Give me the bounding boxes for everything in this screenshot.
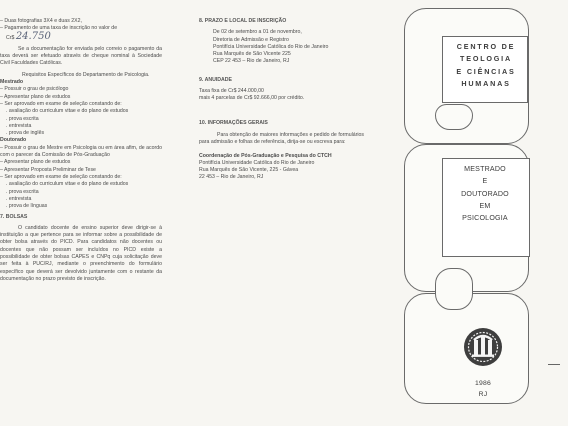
doutorado-heading: Doutorado [0, 137, 27, 144]
list-item: . prova de inglês [6, 130, 45, 137]
section-9-heading: 9. ANUIDADE [199, 76, 232, 83]
section-8-heading: 8. PRAZO E LOCAL DE INSCRIÇÃO [199, 18, 287, 24]
cover-city: RJ [478, 391, 488, 398]
address-line: CEP 22 453 – Rio de Janeiro, RJ [213, 58, 290, 65]
contact-line: Pontifícia Universidade Católica do Rio de Janeiro [199, 159, 315, 166]
center-name: CENTRO DE TEOLOGIA E CIÊNCIAS HUMANAS [456, 42, 516, 88]
list-item: – Ser aprovado em exame de seleção constando de: [0, 100, 122, 107]
list-item: . avaliação do curriculum vitae e do plano de estudos [6, 108, 129, 115]
payment-paragraph: Se a documentação for enviada pelo correio o pagamento da taxa deverá ser efetuado através de cheque nominal à Sociedade Civil Faculdades Católicas. [0, 45, 162, 67]
address-line: Diretoria de Admissão e Registro [213, 36, 289, 43]
list-item: – Apresentar plano de estudos [0, 159, 71, 166]
list-item: – Possuir o grau de Mestre em Psicologia ou em área afim, de acordo com o parecer da Comissão de Pós-Graduação [0, 144, 162, 159]
list-item: – Apresentar plano de estudos [0, 93, 71, 100]
puc-rio-emblem-icon [462, 326, 504, 368]
contact-heading: Coordenação de Pós-Graduação e Pesquisa do CTCH [199, 152, 332, 159]
section-10-heading: 10. INFORMAÇÕES GERAIS [199, 119, 268, 126]
contact-line: 22 453 – Rio de Janeiro, RJ [199, 174, 264, 181]
program-title: MESTRADO E DOUTORADO EM PSICOLOGIA [461, 165, 509, 223]
bolsas-paragraph: O candidato docente de ensino superior deve dirigir-se à instituição a que pertence para se informar sobre a possibilidade de obter bolsa através do PICD. Para candidatos não docentes ou docentes que não possam ser incluídos no PICD existe a possibilidade de obter bolsas CAPES e CNPq cuja solicitação deve ser feita à PUC/RJ, mediante o preenchimento do formulário específico que deverá ser devolvido juntamente com o restante da documentação no prazo previsto de inscrição. [0, 224, 162, 282]
list-item: . avaliação do curriculum vitae e do plano de estudos [6, 181, 129, 188]
info-paragraph: Para obtenção de maiores informações e pedido de formulários para admissão e folhas de referência, dirija-se ou escreva para: [199, 131, 364, 146]
fee-line: mais 4 parcelas de Cr$ 92.666,00 por crédito. [199, 95, 305, 102]
list-item: . entrevista [6, 122, 32, 129]
list-item: . entrevista [6, 195, 32, 202]
req-photos: – Duas fotografias 3X4 e duas 2X2, [0, 18, 82, 24]
cover-connector-top [435, 104, 473, 130]
list-item: . prova escrita [6, 115, 39, 122]
requirements-title: Requisitos Específicos do Departamento de Psicologia. [22, 71, 150, 78]
cover-connector-bottom [435, 268, 473, 310]
address-line: Rua Marquês de São Vicente 225 [213, 51, 291, 58]
handwritten-fee: 24.750 [15, 30, 51, 42]
list-item: . prova de línguas [6, 203, 48, 210]
deadline-line: De 02 de setembro a 01 de novembro, [213, 29, 302, 36]
list-item: – Possuir o grau de psicólogo [0, 86, 69, 93]
list-item: – Apresentar Proposta Preliminar de Tese [0, 166, 96, 173]
middle-column [199, 0, 364, 182]
mestrado-heading: Mestrado [0, 79, 24, 86]
req-fee: – Pagamento de uma taxa de inscrição no valor de [0, 25, 118, 32]
contact-line: Rua Marquês de São Vicente, 225 - Gávea [199, 167, 299, 174]
bolsas-heading: 7. BOLSAS [0, 214, 28, 221]
fee-value-line: Cr$ 24.750 [6, 30, 51, 42]
cover-notch-mark [548, 364, 560, 365]
list-item: . prova escrita [6, 188, 39, 195]
list-item: – Ser aprovado em exame de seleção constando de: [0, 173, 122, 180]
left-column [0, 0, 162, 283]
cover-year-city [462, 378, 504, 400]
address-line: Pontifícia Universidade Católica do Rio de Janeiro [213, 43, 329, 50]
cover-year: 1986 [475, 380, 491, 387]
fee-line: Taxa fixa de Cr$ 244.000,00 [199, 88, 264, 95]
